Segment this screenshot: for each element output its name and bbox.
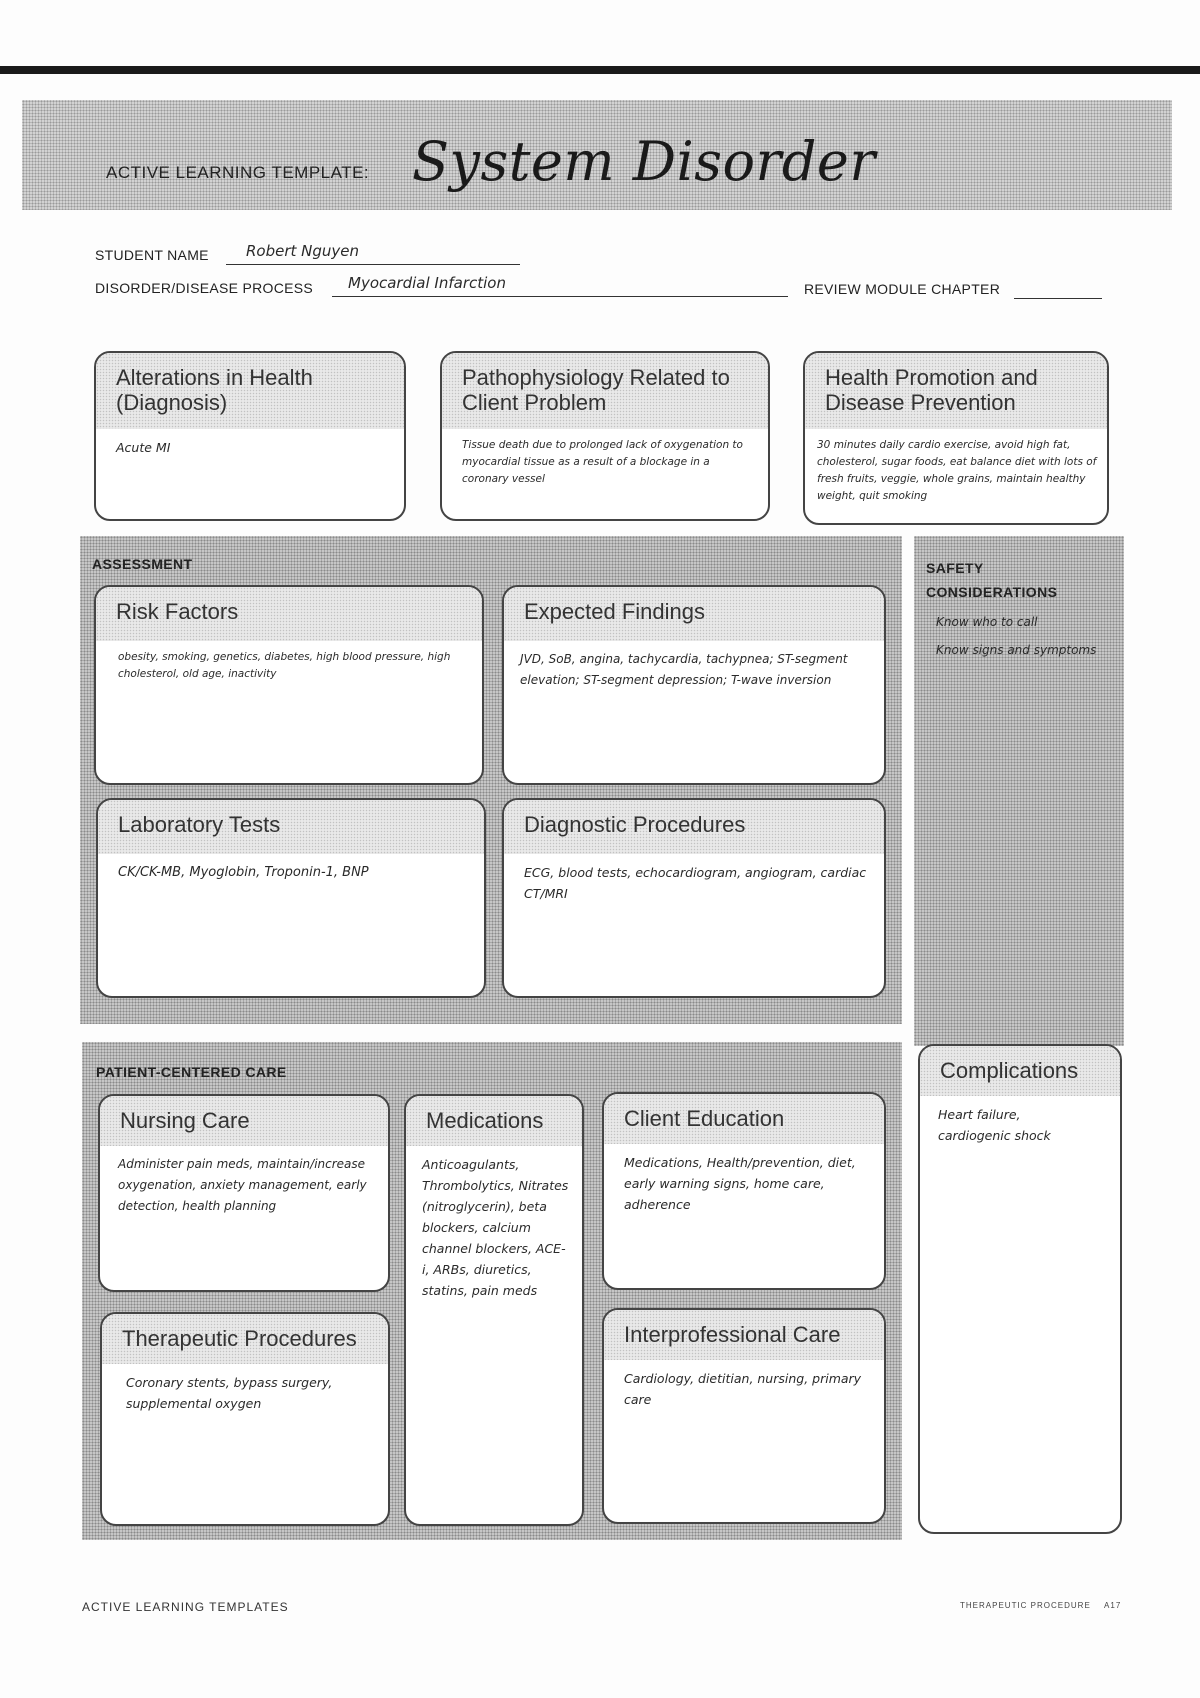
health-promotion-title: Health Promotion and Disease Prevention [805, 353, 1107, 429]
template-title: System Disorder [412, 130, 876, 193]
risk-factors-title: Risk Factors [96, 587, 482, 641]
template-label: ACTIVE LEARNING TEMPLATE: [106, 163, 370, 182]
health-promotion-text: 30 minutes daily cardio exercise, avoid high fat, cholesterol, sugar foods, eat balance diet with lots of fresh fruits, veggie, whole grains, maintain healthy weight, quit smoking [817, 439, 1097, 502]
client-education-text: Medications, Health/prevention, diet, early warning signs, home care, adherence [624, 1155, 856, 1212]
diagnostic-procedures-title: Diagnostic Procedures [504, 800, 884, 854]
nursing-care-title: Nursing Care [100, 1096, 388, 1146]
alterations-text: Acute MI [116, 440, 171, 455]
medications-title: Medications [406, 1096, 582, 1146]
disorder-label: DISORDER/DISEASE PROCESS [95, 280, 314, 296]
risk-factors-box [94, 585, 484, 785]
expected-findings-text: JVD, SoB, angina, tachycardia, tachypnea; ST-segment elevation; ST-segment depression; T-wave inversion [520, 652, 848, 687]
assessment-label: ASSESSMENT [92, 556, 193, 572]
therapeutic-procedures-text: Coronary stents, bypass surgery, supplemental oxygen [126, 1375, 333, 1411]
therapeutic-procedures-box [100, 1312, 390, 1526]
student-name-label: STUDENT NAME [95, 247, 209, 263]
interprofessional-care-box [602, 1308, 886, 1524]
nursing-care-box [98, 1094, 390, 1292]
client-education-box [602, 1092, 886, 1290]
student-name-field[interactable] [226, 242, 520, 265]
safety-title: SAFETY CONSIDERATIONS [926, 560, 1058, 600]
expected-findings-title: Expected Findings [504, 587, 884, 641]
pathophysiology-text: Tissue death due to prolonged lack of oxygenation to myocardial tissue as a result of a blockage in a coronary vessel [462, 439, 743, 485]
footer-right-text [960, 1601, 1121, 1610]
complications-title: Complications [920, 1046, 1120, 1096]
pathophysiology-box [440, 351, 770, 521]
footer-section: THERAPEUTIC PROCEDURE [960, 1601, 1091, 1610]
template-banner [22, 100, 1172, 210]
footer-left-text: ACTIVE LEARNING TEMPLATES [82, 1600, 289, 1614]
safety-item: Know who to call [936, 615, 1038, 629]
alterations-in-health-box [94, 351, 406, 521]
student-name-value: Robert Nguyen [246, 242, 360, 260]
alterations-title: Alterations in Health (Diagnosis) [96, 353, 404, 429]
scan-top-border [0, 66, 1200, 74]
medications-text: Anticoagulants, Thrombolytics, Nitrates (nitroglycerin), beta blockers, calcium channel blockers, ACE-i, ARBs, diuretics, statins, pain meds [422, 1157, 569, 1298]
nursing-care-text: Administer pain meds, maintain/increase oxygenation, anxiety management, early detection, health planning [118, 1157, 367, 1213]
review-chapter-field[interactable] [1014, 276, 1102, 299]
disorder-field[interactable] [332, 274, 788, 297]
patient-centered-care-label: PATIENT-CENTERED CARE [96, 1064, 287, 1080]
client-education-title: Client Education [604, 1094, 884, 1144]
risk-factors-text: obesity, smoking, genetics, diabetes, high blood pressure, high cholesterol, old age, inactivity [118, 651, 451, 680]
laboratory-tests-box [96, 798, 486, 998]
complications-text: Heart failure, cardiogenic shock [938, 1107, 1051, 1143]
diagnostic-procedures-text: ECG, blood tests, echocardiogram, angiogram, cardiac CT/MRI [524, 865, 867, 901]
review-chapter-label: REVIEW MODULE CHAPTER [804, 281, 1001, 297]
disorder-value: Myocardial Infarction [348, 274, 506, 292]
complications-box [918, 1044, 1122, 1534]
health-promotion-box [803, 351, 1109, 525]
therapeutic-procedures-title: Therapeutic Procedures [102, 1314, 388, 1364]
interprofessional-care-title: Interprofessional Care [604, 1310, 884, 1360]
interprofessional-care-text: Cardiology, dietitian, nursing, primary care [624, 1371, 862, 1407]
laboratory-tests-title: Laboratory Tests [98, 800, 484, 854]
laboratory-tests-text: CK/CK-MB, Myoglobin, Troponin-1, BNP [118, 865, 369, 880]
medications-box [404, 1094, 584, 1526]
footer-page: A17 [1104, 1601, 1122, 1610]
expected-findings-box [502, 585, 886, 785]
pathophysiology-title: Pathophysiology Related to Client Problem [442, 353, 768, 429]
safety-item: Know signs and symptoms [936, 643, 1097, 657]
diagnostic-procedures-box [502, 798, 886, 998]
